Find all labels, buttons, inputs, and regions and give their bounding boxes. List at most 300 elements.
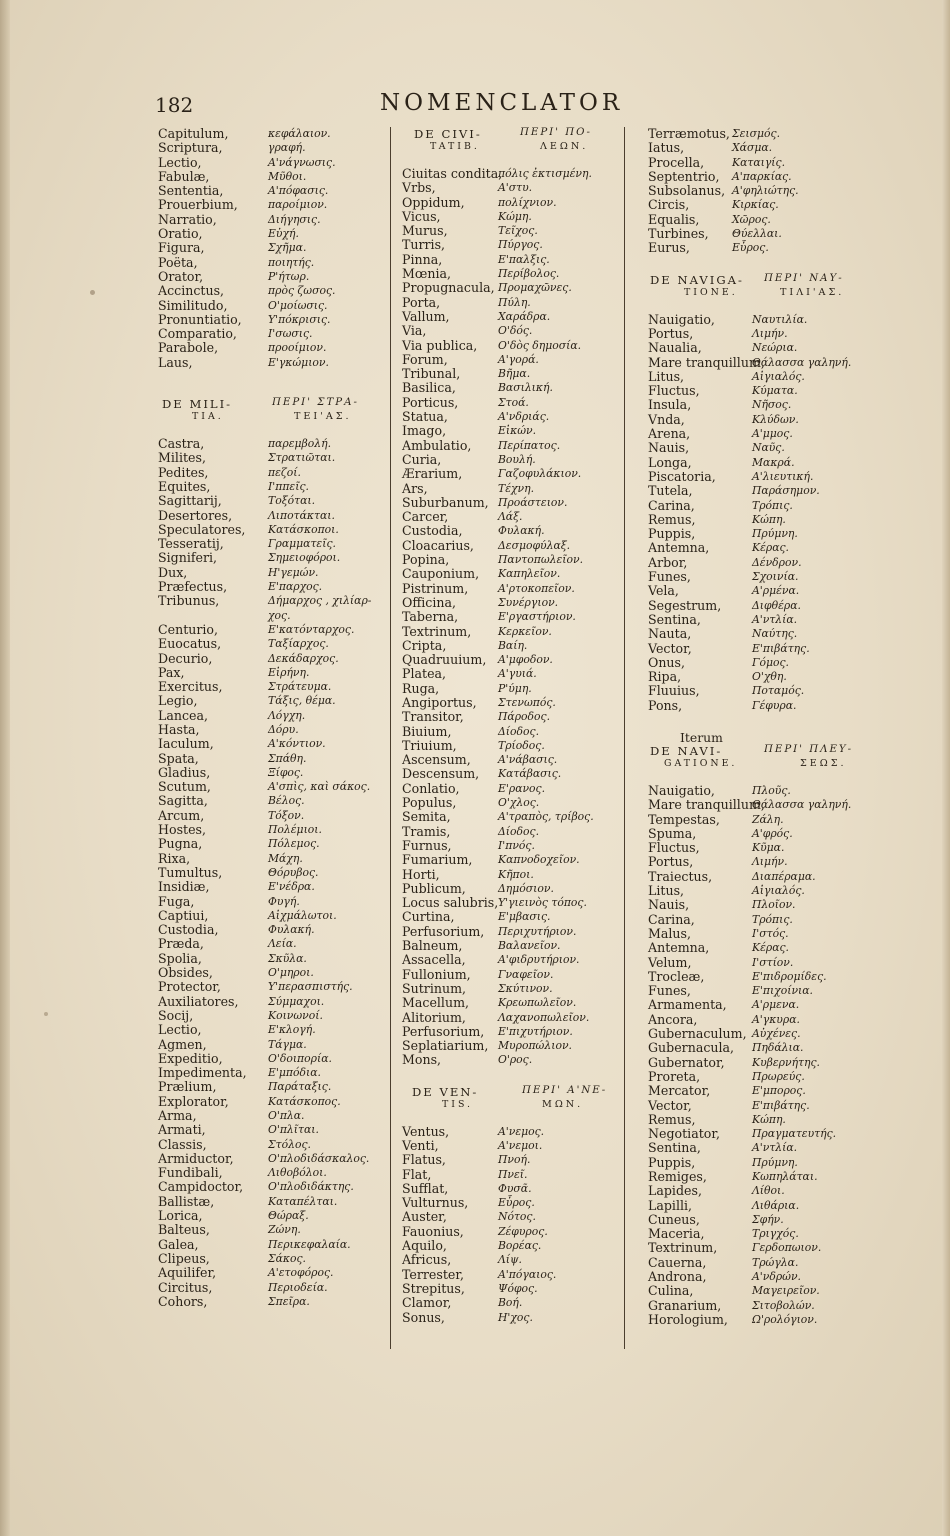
latin-term: Fuga, — [158, 893, 195, 909]
glossary-entry — [648, 870, 942, 884]
latin-term: Ventus, — [402, 1123, 450, 1139]
greek-term: Τάξις, θέμα. — [268, 694, 336, 708]
glossary-entry — [402, 324, 622, 338]
glossary-entry — [402, 1053, 622, 1067]
greek-term: Ο'μηροι. — [268, 966, 314, 980]
section-latin-title-cont: TATIB. — [430, 141, 480, 152]
greek-term: Ε'νέδρα. — [268, 880, 315, 894]
greek-term: Ζέφυρος. — [498, 1224, 548, 1238]
greek-term: Ποταμός. — [752, 684, 805, 698]
glossary-entry — [648, 813, 942, 827]
glossary-entry — [402, 596, 622, 610]
greek-term: Νῆσος. — [752, 398, 792, 412]
glossary-entry — [158, 127, 386, 141]
latin-term: Textrinum, — [402, 623, 472, 639]
greek-term: Αὐχένες. — [752, 1027, 801, 1041]
latin-term: Castra, — [158, 436, 205, 452]
glossary-entry — [402, 339, 622, 353]
greek-term: πόλις ἐκτισμένη. — [498, 167, 592, 180]
greek-term: Δεκάδαρχος. — [268, 651, 339, 665]
greek-term: Καταπέλται. — [268, 1194, 338, 1208]
glossary-entry — [648, 798, 942, 812]
greek-term: Κώπη. — [752, 1112, 786, 1126]
latin-term: Descensum, — [402, 766, 480, 782]
latin-term: Terræmotus, — [648, 126, 730, 141]
glossary-entry — [402, 582, 622, 596]
latin-term: Armati, — [158, 1122, 206, 1138]
glossary-entry — [158, 327, 386, 341]
greek-term: Υ'γιεινὸς τόπος. — [498, 896, 587, 910]
latin-term: Imago, — [402, 423, 447, 439]
latin-term: Præda, — [158, 936, 204, 952]
section-latin-title: DE VEN- — [412, 1084, 479, 1099]
greek-term: Α'νδριάς. — [498, 410, 550, 424]
greek-term: Α'γορά. — [498, 352, 539, 366]
glossary-entry — [402, 1011, 622, 1025]
latin-term: Tribunus, — [158, 593, 220, 609]
glossary-entry — [158, 909, 386, 923]
latin-term: Vela, — [648, 583, 679, 599]
glossary-entry — [158, 1095, 386, 1109]
greek-term: Ι'πνός. — [498, 838, 535, 852]
latin-term: Velum, — [648, 954, 692, 970]
glossary-entry — [648, 527, 942, 541]
greek-term: Α'φιδρυτήριον. — [498, 953, 580, 967]
greek-term: Μάχη. — [268, 851, 303, 865]
latin-term: Basilica, — [402, 380, 456, 396]
section-latin-title-cont: GATIONE. — [664, 757, 738, 769]
greek-term: Τέχνη. — [498, 481, 535, 495]
latin-term: Nauigatio, — [648, 311, 715, 327]
greek-term: γραφή. — [268, 141, 306, 155]
glossary-entry — [648, 213, 942, 227]
greek-term: Ε'μπόδια. — [268, 1066, 321, 1080]
latin-term: Seplatiarium, — [402, 1038, 489, 1054]
glossary-entry — [648, 855, 942, 869]
latin-term: Spolia, — [158, 950, 202, 966]
glossary-entry — [648, 784, 942, 798]
section-latin-title: DE MILI- — [162, 397, 233, 412]
latin-term: Socij, — [158, 1007, 194, 1023]
latin-term: Sufflat, — [402, 1180, 449, 1196]
glossary-entry — [158, 241, 386, 255]
greek-term: Γόμος. — [752, 655, 789, 669]
latin-term: Litus, — [648, 368, 685, 384]
glossary-entry — [648, 227, 942, 241]
glossary-entry — [648, 484, 942, 498]
glossary-entry — [402, 1168, 622, 1182]
greek-term: Παράσημον. — [752, 484, 820, 498]
latin-term: Præfectus, — [158, 579, 228, 595]
glossary-entry — [402, 1025, 622, 1039]
glossary-entry — [402, 1139, 622, 1153]
glossary-entry — [402, 453, 622, 467]
glossary-entry — [158, 980, 386, 994]
latin-term: Sagitta, — [158, 793, 208, 809]
glossary-entry — [158, 809, 386, 823]
greek-term: Βορέας. — [498, 1239, 542, 1253]
greek-term: Α'φρός. — [752, 826, 793, 840]
glossary-entry — [158, 1009, 386, 1023]
glossary-entry — [402, 496, 622, 510]
greek-term: Ε'κατόνταρχος. — [268, 622, 355, 636]
glossary-entry — [402, 782, 622, 796]
glossary-entry — [648, 456, 942, 470]
glossary-entry — [158, 709, 386, 723]
latin-term: Parabole, — [158, 340, 219, 356]
glossary-entry — [648, 384, 942, 398]
section-greek-title: ΠΕΡΙ' ΣΤΡΑ- — [272, 397, 359, 409]
glossary-entry — [648, 427, 942, 441]
latin-term: Carcer, — [402, 509, 449, 525]
greek-term: Ε'πιχυτήριον. — [498, 1024, 573, 1038]
greek-term: Τριγχός. — [752, 1227, 799, 1241]
latin-term: Carina, — [648, 911, 695, 927]
greek-term: Βασιλική. — [498, 381, 553, 395]
column-rule — [624, 127, 625, 1349]
latin-term: Impedimenta, — [158, 1065, 247, 1081]
latin-term: Circis, — [648, 197, 690, 213]
glossary-entry — [648, 841, 942, 855]
entry-list — [648, 784, 942, 1327]
latin-term: Spuma, — [648, 825, 697, 841]
latin-term: Fundibali, — [158, 1165, 223, 1181]
glossary-entry — [648, 656, 942, 670]
latin-term: Ripa, — [648, 669, 682, 685]
latin-term: Arena, — [648, 426, 691, 442]
glossary-entry — [402, 953, 622, 967]
glossary-entry — [648, 1027, 942, 1041]
latin-term: Tribunal, — [402, 366, 461, 382]
latin-term: Centurio, — [158, 621, 219, 637]
section-heading-de-navigatione — [648, 273, 942, 313]
latin-term: Balteus, — [158, 1222, 210, 1238]
greek-term: Γαζοφυλάκιον. — [498, 467, 582, 481]
latin-term: Narratio, — [158, 211, 217, 227]
glossary-entry — [402, 210, 622, 224]
latin-term: Armiductor, — [158, 1150, 234, 1166]
latin-term: Rixa, — [158, 850, 191, 866]
glossary-entry — [402, 753, 622, 767]
glossary-entry — [402, 682, 622, 696]
glossary-entry — [648, 584, 942, 598]
greek-term: Μαγειρεῖον. — [752, 1284, 820, 1298]
greek-term: Καταιγίς. — [732, 155, 786, 169]
latin-term: Sutrinum, — [402, 980, 467, 996]
glossary-entry — [402, 896, 622, 910]
glossary-entry — [402, 381, 622, 395]
greek-term: Σκύτινον. — [498, 981, 553, 995]
greek-term: Α'νεμος. — [498, 1124, 545, 1138]
greek-term: Ε'κλογή. — [268, 1023, 316, 1037]
greek-term: Ζάλη. — [752, 812, 784, 826]
glossary-entry — [648, 1127, 942, 1141]
glossary-entry — [402, 625, 622, 639]
latin-term: Signiferi, — [158, 550, 218, 566]
glossary-entry — [648, 327, 942, 341]
latin-term: Gladius, — [158, 764, 211, 780]
page-left-edge — [0, 0, 10, 1536]
glossary-entry — [158, 852, 386, 866]
greek-term: Α'πόγαιος. — [498, 1267, 557, 1281]
glossary-entry — [158, 623, 386, 637]
latin-term: Oppidum, — [402, 194, 465, 210]
greek-term: πρὸς ζωσος. — [268, 284, 336, 298]
glossary-entry — [402, 739, 622, 753]
greek-term: Σημειοφόροι. — [268, 551, 341, 565]
greek-term: Λιποτάκται. — [268, 508, 335, 522]
greek-term: Α'νεμοι. — [498, 1139, 543, 1152]
greek-term: Δίοδος. — [498, 724, 540, 738]
greek-term: Ο'χλος. — [498, 796, 540, 810]
greek-term: Α'ρμένα. — [752, 584, 800, 598]
foxing-spot — [90, 290, 95, 295]
latin-term: Arma, — [158, 1108, 197, 1123]
greek-term: Στράτευμα. — [268, 680, 332, 694]
greek-term: Πηδάλια. — [752, 1041, 804, 1055]
latin-term: Mœnia, — [402, 266, 451, 282]
latin-term: Remus, — [648, 511, 696, 527]
glossary-entry — [402, 1210, 622, 1224]
glossary-entry — [648, 956, 942, 970]
latin-term: Fabulæ, — [158, 168, 210, 184]
latin-term: Transitor, — [402, 709, 464, 725]
greek-term: Α'ετοφόρος. — [268, 1266, 334, 1280]
greek-term: Α'ρτοκοπεῖον. — [498, 581, 575, 595]
latin-term: Clipeus, — [158, 1250, 210, 1266]
glossary-entry — [158, 509, 386, 523]
greek-term: Ο'πλῖται. — [268, 1123, 319, 1137]
latin-term: Antemna, — [648, 540, 710, 556]
latin-term: Auster, — [402, 1209, 447, 1225]
latin-term: Lorica, — [158, 1208, 203, 1224]
greek-term: Θώραξ. — [268, 1209, 309, 1223]
latin-term: Milites, — [158, 450, 206, 466]
latin-term: Laus, — [158, 354, 193, 370]
glossary-entry — [648, 1227, 942, 1241]
glossary-entry — [648, 1213, 942, 1227]
latin-term: Speculatores, — [158, 521, 246, 537]
latin-term: Comparatio, — [158, 326, 237, 342]
latin-term: Subsolanus, — [648, 183, 726, 199]
section-greek-title-cont: ΤΙΛΙ'ΑΣ. — [780, 286, 845, 298]
greek-term: Σύμμαχοι. — [268, 994, 325, 1008]
greek-term: παροίμιον. — [268, 198, 328, 212]
greek-term: Α'μμος. — [752, 427, 793, 441]
greek-term: Α'γυιά. — [498, 667, 537, 681]
latin-term: Segestrum, — [648, 597, 722, 613]
glossary-entry — [158, 1152, 386, 1166]
latin-term: Poëta, — [158, 254, 198, 270]
greek-term: Ναῦς. — [752, 441, 785, 455]
latin-term: Ærarium, — [402, 466, 463, 482]
latin-term: Vector, — [648, 1097, 692, 1113]
latin-term: Portus, — [648, 854, 694, 870]
greek-term: Δίοδος. — [498, 824, 540, 838]
latin-term: Ambulatio, — [402, 437, 472, 453]
glossary-entry — [648, 398, 942, 412]
glossary-entry — [648, 156, 942, 170]
glossary-entry — [402, 238, 622, 252]
greek-term: Παράταξις. — [268, 1080, 332, 1094]
latin-term: Pedites, — [158, 464, 209, 480]
greek-term: Κερκεῖον. — [498, 624, 552, 638]
latin-term: Pugna, — [158, 836, 203, 852]
latin-term: Propugnacula, — [402, 280, 495, 296]
latin-term: Sentina, — [648, 611, 701, 627]
greek-term: Φυλακή. — [268, 923, 315, 937]
glossary-entry — [158, 652, 386, 666]
latin-term: Iatus, — [648, 140, 685, 156]
section-latin-title-cont: TIONE. — [684, 286, 738, 298]
latin-term: Naualia, — [648, 340, 702, 356]
glossary-entry — [402, 424, 622, 438]
glossary-entry — [158, 437, 386, 451]
latin-term: Ruga, — [402, 680, 440, 696]
latin-term: Dux, — [158, 564, 188, 580]
glossary-entry — [158, 1295, 386, 1309]
greek-term: Η'γεμών. — [268, 565, 319, 579]
glossary-entry — [158, 227, 386, 241]
greek-term: Πνεῖ. — [498, 1167, 528, 1181]
glossary-entry — [158, 766, 386, 780]
glossary-entry — [402, 396, 622, 410]
entry-list — [648, 127, 942, 256]
greek-term: Περικεφαλαία. — [268, 1237, 351, 1251]
latin-term: Pronuntiatio, — [158, 311, 242, 327]
greek-term: Αἰγιαλός. — [752, 369, 805, 383]
glossary-entry — [158, 551, 386, 565]
latin-term: Perfusorium, — [402, 1023, 485, 1039]
latin-term: Conlatio, — [402, 780, 460, 796]
glossary-entry — [158, 156, 386, 170]
greek-term: Σκῦλα. — [268, 951, 307, 965]
latin-term: Vicus, — [402, 208, 441, 224]
greek-term: Α'τραπὸς, τρίβος. — [498, 810, 594, 824]
greek-term: Φυσᾶ. — [498, 1181, 532, 1195]
glossary-entry — [158, 1180, 386, 1194]
greek-term: Κώπη. — [752, 512, 786, 526]
greek-term: Εὐχή. — [268, 227, 299, 241]
glossary-entry — [648, 356, 942, 370]
greek-term: Κατάσκοπος. — [268, 1094, 341, 1108]
latin-term: Antemna, — [648, 940, 710, 956]
glossary-entry — [158, 1238, 386, 1252]
latin-term: Gubernacula, — [648, 1040, 735, 1056]
latin-term: Curia, — [402, 451, 442, 467]
latin-term: Ascensum, — [402, 752, 471, 768]
latin-term: Angiportus, — [402, 694, 477, 710]
glossary-entry — [402, 1311, 622, 1325]
glossary-entry — [648, 941, 942, 955]
glossary-entry — [648, 127, 942, 141]
latin-term: Iaculum, — [158, 736, 214, 752]
latin-term: Hasta, — [158, 721, 200, 737]
greek-term: Α'μφοδον. — [498, 653, 553, 667]
section-greek-title: ΠΕΡΙ' ΝΑΥ- — [764, 272, 844, 284]
latin-term: Figura, — [158, 240, 205, 256]
glossary-entry — [158, 1195, 386, 1209]
latin-term: Lapilli, — [648, 1197, 693, 1213]
section-greek-title: ΠΕΡΙ' Α'ΝΕ- — [522, 1084, 608, 1096]
greek-term: Βουλή. — [498, 452, 536, 466]
glossary-entry — [648, 499, 942, 513]
latin-term: Aquilifer, — [158, 1265, 217, 1281]
greek-term: Α'κόντιον. — [268, 737, 326, 751]
section-greek-title-cont: ΣΕΩΣ. — [800, 757, 847, 769]
glossary-entry — [158, 170, 386, 184]
latin-term: Captiui, — [158, 907, 209, 923]
glossary-entry — [158, 995, 386, 1009]
latin-term: Culina, — [648, 1283, 694, 1299]
glossary-entry — [648, 441, 942, 455]
greek-term: Ι'ππεῖς. — [268, 479, 309, 493]
greek-term: Λεία. — [268, 937, 297, 951]
glossary-entry — [402, 939, 622, 953]
latin-term: Fauonius, — [402, 1223, 464, 1239]
glossary-entry — [402, 696, 622, 710]
greek-term: Περιχυτήριον. — [498, 924, 577, 938]
glossary-entry — [402, 796, 622, 810]
greek-term: Κατάβασις. — [498, 767, 562, 781]
glossary-entry — [402, 253, 622, 267]
greek-term: Α'λιευτική. — [752, 469, 814, 483]
latin-term: Lancea, — [158, 707, 208, 723]
glossary-entry — [648, 1284, 942, 1298]
latin-term: Litus, — [648, 883, 685, 899]
greek-term: χος. — [268, 608, 291, 622]
greek-term: Σφήν. — [752, 1212, 784, 1226]
glossary-entry — [648, 1141, 942, 1155]
glossary-entry — [158, 637, 386, 651]
glossary-entry — [158, 537, 386, 551]
latin-term: Nauigatio, — [648, 782, 715, 798]
glossary-entry — [402, 553, 622, 567]
latin-term: Piscatoria, — [648, 468, 716, 484]
greek-term: Ο'δὸς δημοσία. — [498, 338, 582, 352]
greek-term: Περιοδεία. — [268, 1280, 328, 1294]
greek-term: Δημόσιον. — [498, 881, 554, 895]
latin-term: Orator, — [158, 268, 204, 284]
latin-term: Auxiliatores, — [158, 993, 239, 1009]
latin-term: Equites, — [158, 478, 211, 494]
latin-term: Pinna, — [402, 251, 443, 267]
latin-term: Custodia, — [158, 922, 219, 938]
glossary-entry — [648, 1241, 942, 1255]
glossary-entry — [648, 1013, 942, 1027]
section-greek-title-cont: ΛΕΩΝ. — [540, 141, 589, 152]
latin-term: Furnus, — [402, 837, 452, 853]
greek-term: Περίπατος. — [498, 438, 561, 452]
glossary-entry — [648, 1084, 942, 1098]
latin-term: Maceria, — [648, 1226, 705, 1242]
iterum-text: Iterum — [680, 729, 723, 745]
greek-term: Κέρας. — [752, 941, 789, 955]
greek-term: Εὖρος. — [498, 1196, 535, 1210]
greek-term: Τόξον. — [268, 808, 305, 822]
glossary-entry — [402, 296, 622, 310]
glossary-entry — [158, 480, 386, 494]
greek-term: Βῆμα. — [498, 367, 531, 381]
greek-term: Ο'πλοδιδάσκαλος. — [268, 1151, 370, 1165]
latin-term: Tumultus, — [158, 864, 223, 880]
greek-term: Στοά. — [498, 395, 529, 409]
latin-term: Fluuius, — [648, 683, 700, 699]
latin-term: Venti, — [402, 1138, 439, 1153]
greek-term: Τρώγλα. — [752, 1255, 799, 1269]
greek-term: Σεισμός. — [732, 127, 781, 140]
latin-term: Campidoctor, — [158, 1179, 244, 1195]
